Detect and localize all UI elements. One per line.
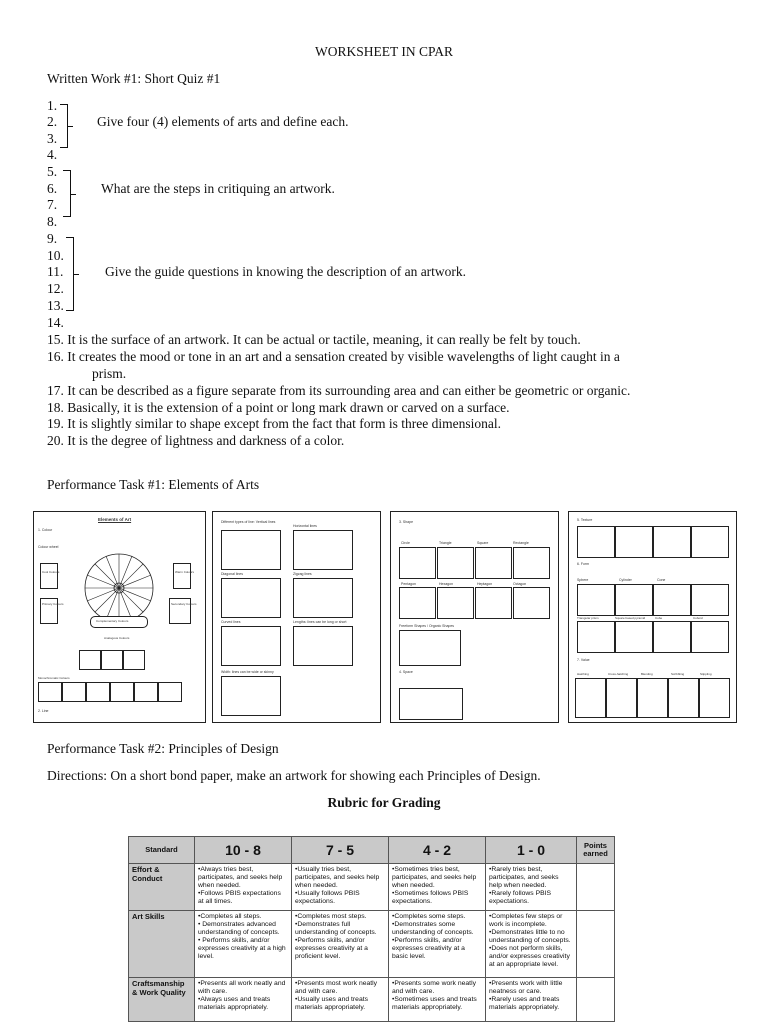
shape-box [513,587,550,619]
cell-line: •Does not perform skills, and/or expresses creativity at an appropriate level. [489,945,570,968]
quiz-item-16-cont: prism. [92,366,127,381]
task1-heading: Performance Task #1: Elements of Arts [47,477,260,492]
written-work-heading: Written Work #1: Short Quiz #1 [47,71,221,86]
form-box [577,621,615,653]
points-cell[interactable] [577,978,615,1022]
panel-label: 5. Texture [577,518,593,522]
item-number: 7. [47,197,58,212]
panel-label: 2. Line [38,709,49,713]
cell-line: •Completes all steps. [198,913,262,920]
cell-line: •Presents work with little neatness or care. [489,980,563,995]
rubric-table [128,836,615,1022]
cell-line: •Rarely tries best, participates, and seeks help when needed. [489,866,559,889]
panel-label: Scribbling [671,672,685,676]
rubric-cell [486,911,577,978]
mono-box [86,682,110,702]
shape-box [437,547,474,579]
points-cell[interactable] [577,864,615,911]
row-header: Art Skills [129,911,195,978]
form-box [691,584,729,616]
rubric-cell [486,978,577,1022]
value-box [575,678,606,718]
cell-line: •Presents some work neatly and with care. [392,980,476,995]
panel-label: 6. Form [577,562,590,566]
cell-line: •Presents all work neatly and with care. [198,980,286,995]
line-box [293,626,353,666]
panel-label: Cylinder [619,578,632,582]
panel-label: Cone [657,578,666,582]
table-row [129,864,615,911]
panel-label: Sphere [577,578,589,582]
rubric-cell [292,978,389,1022]
cell-line: •Follows PBIS expectations at all times. [198,890,281,905]
row-header: Craftsmanship & Work Quality [129,978,195,1022]
points-cell[interactable] [577,911,615,978]
panel-label: 3. Shape [399,520,414,524]
form-box [577,584,615,616]
analogous-box [123,650,145,670]
rubric-cell [195,911,292,978]
panel-label: Lengths: lines can be long or short [293,620,347,624]
bracket [60,104,68,148]
texture-box [577,526,615,558]
item-number: 4. [47,147,58,162]
mono-box [62,682,86,702]
cell-line: •Completes most steps. [295,913,367,920]
bracket [63,170,71,217]
rubric-cell [389,978,486,1022]
cell-line: •Demonstrates little to no understanding of concepts. [489,929,571,944]
quiz-item-16: 16. It creates the mood or tone in an art and a sensation created by visible wavelengths of light caught in a [47,349,620,364]
freeform-box [399,630,461,666]
panel-label: Square [477,541,489,545]
value-box [668,678,699,718]
header-score: 4 - 2 [389,837,486,864]
item-number: 6. [47,181,58,196]
panel-label: Monochromatic Colours [38,676,70,680]
panel-label: Horizontal lines [293,524,317,528]
item-number: 5. [47,164,58,179]
header-score: 10 - 8 [195,837,292,864]
texture-box [691,526,729,558]
panel-label: Cuboid [693,616,703,620]
cell-line: •Demonstrates some understanding of concepts. [392,921,474,936]
header-score: 7 - 5 [292,837,389,864]
cell-line: •Rarely uses and treats materials appropriately. [489,996,560,1011]
panel-label: Octagon [513,582,527,586]
panel-label: Warm Colours [175,570,195,574]
worksheet-panel-texture [568,511,737,723]
panel-label: Secondary Colours [171,602,197,606]
line-box [293,530,353,570]
question-elements: Give four (4) elements of arts and define each. [97,114,349,129]
line-box [221,530,281,570]
cell-line: •Always uses and treats materials appropriately. [198,996,271,1011]
worksheet-panel-color [33,511,206,723]
panel-label: Freeform Shapes / Organic Shapes [399,624,455,628]
quiz-item-18: 18. Basically, it is the extension of a point or long mark drawn or carved on a surface. [47,400,510,415]
rubric-cell [195,978,292,1022]
cell-line: •Sometimes tries best, participates, and seeks help when needed. [392,866,477,889]
analogous-box [79,650,101,670]
item-number: 11. [47,264,64,279]
task2-heading: Performance Task #2: Principles of Design [47,741,279,756]
shape-box [437,587,474,619]
cell-line: •Completes few steps or work is incomplete. [489,913,563,928]
panel-label: Colour wheel [38,545,59,549]
header-score: 1 - 0 [486,837,577,864]
cell-line: •Completes some steps. [392,913,466,920]
mono-box [158,682,182,702]
cell-line: •Usually tries best, participates, and seeks help when needed. [295,866,380,889]
form-box [653,621,691,653]
value-box [606,678,637,718]
panel-label: Triangular prism [577,616,599,620]
colour-wheel-icon [79,550,159,626]
rubric-cell [486,864,577,911]
panel-label: 4. Space [399,670,413,674]
panel-label: 1. Colour [38,528,53,532]
panel-label: Analogous Colours [104,636,130,640]
quiz-item-20: 20. It is the degree of lightness and darkness of a color. [47,433,345,448]
mono-box [134,682,158,702]
cell-line: •Performs skills, and/or expresses creativity at a basic level. [392,937,465,960]
warm-colours-box [173,563,191,589]
quiz-item-19: 19. It is slightly similar to shape except from the fact that form is three dimensional. [47,416,502,431]
panel-label: Complementary Colours [96,619,129,623]
panel-label: Cool Colours [42,570,60,574]
panel-label: Different types of line: Vertical lines [221,520,276,524]
rubric-cell [292,864,389,911]
panel-label: Triangle [439,541,452,545]
table-row [129,978,615,1022]
item-number: 1. [47,98,58,113]
form-box [615,621,653,653]
panel-title: Elements of Art [98,517,132,522]
rubric-cell [195,864,292,911]
panel-label: Blending [641,672,653,676]
panel-label: Cube [655,616,663,620]
mono-box [110,682,134,702]
item-number: 12. [47,281,64,296]
cell-line: •Always tries best, participates, and seeks help when needed. [198,866,283,889]
panel-label: Rectangle [513,541,529,545]
cell-line: •Usually follows PBIS expectations. [295,890,360,905]
item-number: 14. [47,315,64,330]
worksheet-panel-shape [390,511,559,723]
cell-line: •Usually uses and treats materials appropriately. [295,996,369,1011]
cell-line: •Sometimes uses and treats materials appropriately. [392,996,477,1011]
table-row [129,911,615,978]
line-box [221,626,281,666]
form-box [691,621,729,653]
panel-label: Hatching [577,672,589,676]
cell-line: •Rarely follows PBIS expectations. [489,890,552,905]
panel-label: Curved lines [221,620,241,624]
texture-box [615,526,653,558]
rubric-cell [389,864,486,911]
shape-box [475,587,512,619]
panel-label: Primary Colours [42,602,64,606]
directions: Directions: On a short bond paper, make an artwork for showing each Principles of Design. [47,768,541,783]
panel-label: Diagonal lines [221,572,243,576]
quiz-item-17: 17. It can be described as a figure separate from its surrounding area and can either be geometric or organic. [47,383,631,398]
space-box [399,688,463,720]
question-critiquing: What are the steps in critiquing an artwork. [101,181,335,196]
shape-box [399,587,436,619]
panel-label: Square based pyramid [615,616,646,620]
rubric-header-row [129,837,615,864]
cool-colours-box [40,563,58,589]
line-box [293,578,353,618]
quiz-item-15: 15. It is the surface of an artwork. It can be actual or tactile, meaning, it can really be felt by touch. [47,332,581,347]
cell-line: • Demonstrates advanced understanding of concepts. [198,921,280,936]
question-description: Give the guide questions in knowing the description of an artwork. [105,264,467,279]
header-points: Points earned [577,837,615,864]
item-number: 13. [47,298,64,313]
header-standard: Standard [129,837,195,864]
rubric-cell [389,911,486,978]
row-header: Effort & Conduct [129,864,195,911]
value-box [637,678,668,718]
panel-label: 7. Value [577,658,590,662]
panel-label: Width: lines can be wide or skinny [221,670,274,674]
cell-line: •Performs skills, and/or expresses creativity at a proficient level. [295,937,368,960]
panel-label: Pentagon [401,582,416,586]
cell-line: •Presents most work neatly and with care. [295,980,378,995]
line-box [221,676,281,716]
line-box [221,578,281,618]
cell-line: •Sometimes follows PBIS expectations. [392,890,469,905]
panel-label: Stippling [700,672,712,676]
panel-label: Zigzag lines [293,572,312,576]
shape-box [513,547,550,579]
panel-label: Cross-hatching [608,672,629,676]
mono-box [38,682,62,702]
item-number: 2. [47,114,58,129]
cell-line: • Performs skills, and/or expresses creativity at a high level. [198,937,286,960]
item-number: 3. [47,131,58,146]
rubric-cell [292,911,389,978]
value-box [699,678,730,718]
worksheet-panel-line [212,511,381,723]
panel-label: Hexagon [439,582,454,586]
item-number: 10. [47,248,64,263]
analogous-box [101,650,123,670]
page-title: WORKSHEET IN CPAR [314,44,454,59]
panel-label: Circle [401,541,410,545]
shape-box [475,547,512,579]
rubric-title: Rubric for Grading [327,795,441,810]
item-number: 9. [47,231,58,246]
cell-line: •Demonstrates full understanding of concepts. [295,921,377,936]
bracket [66,237,74,311]
shape-box [399,547,436,579]
form-box [615,584,653,616]
texture-box [653,526,691,558]
item-number: 8. [47,214,58,229]
form-box [653,584,691,616]
panel-label: Heptagon [477,582,493,586]
